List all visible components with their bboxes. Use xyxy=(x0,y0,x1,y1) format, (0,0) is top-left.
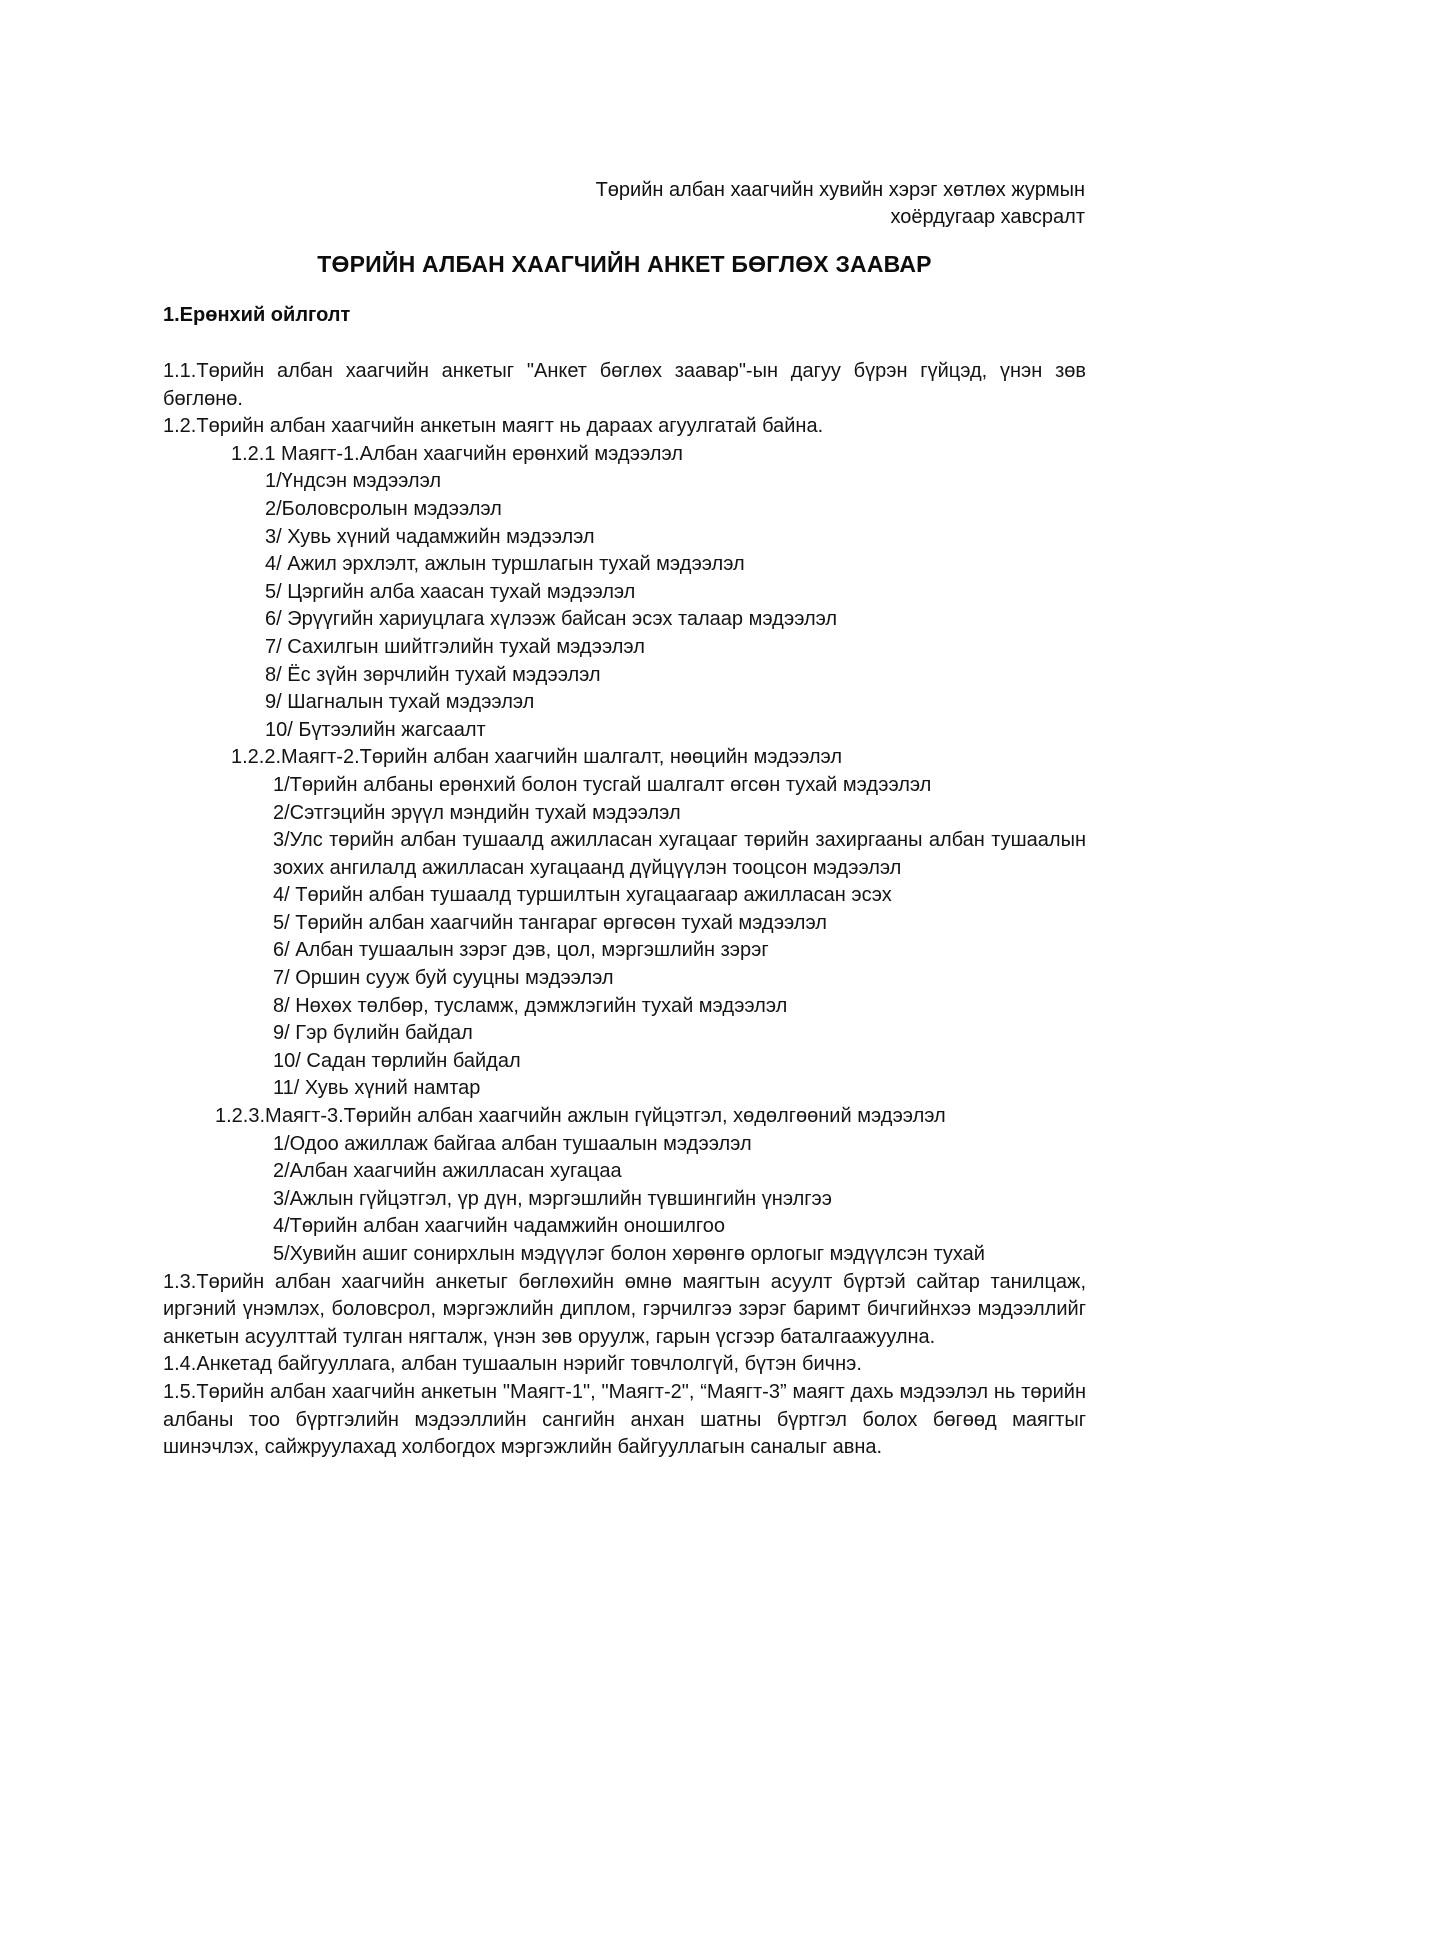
form1-item: 2/Боловсролын мэдээлэл xyxy=(265,497,502,520)
annex-line-2: хоёрдугаар хавсралт xyxy=(890,206,1085,228)
form2-item: 5/ Төрийн албан хаагчийн тангараг өргөсөн тухай мэдээлэл xyxy=(273,911,827,934)
document-body xyxy=(163,358,1086,1462)
form2-item: 8/ Нөхөх төлбөр, тусламж, дэмжлэгийн тухай мэдээлэл xyxy=(273,994,788,1017)
form1-item: 5/ Цэргийн алба хаасан тухай мэдээлэл xyxy=(265,580,636,603)
form1-item: 1/Үндсэн мэдээлэл xyxy=(265,470,442,493)
form2-item: 1/Төрийн албаны ерөнхий болон тусгай шалгалт өгсөн тухай мэдээлэл xyxy=(273,773,932,796)
form1-item: 8/ Ёс зүйн зөрчлийн тухай мэдээлэл xyxy=(265,663,601,686)
form2-item: 9/ Гэр бүлийн байдал xyxy=(273,1022,473,1045)
form2-item: 10/ Садан төрлийн байдал xyxy=(273,1049,521,1072)
document-title: ТӨРИЙН АЛБАН ХААГЧИЙН АНКЕТ БӨГЛӨХ ЗААВАР xyxy=(317,251,932,277)
form2-heading: 1.2.2.Маягт-2.Төрийн албан хаагчийн шалгалт, нөөцийн мэдээлэл xyxy=(231,746,842,769)
form1-item: 3/ Хувь хүний чадамжийн мэдээлэл xyxy=(265,525,595,548)
form1-item: 6/ Эрүүгийн хариуцлага хүлээж байсан эсэх талаар мэдээлэл xyxy=(265,608,838,631)
annex-line-1: Төрийн албан хаагчийн хувийн хэрэг хөтлөх журмын xyxy=(595,179,1085,201)
paragraph-1-1: 1.1.Төрийн албан хаагчийн анкетыг "Анкет бөглөх заавар"-ын дагуу бүрэн гүйцэд, үнэн зөв бөглөнө. xyxy=(163,360,1086,410)
form3-item: 2/Албан хаагчийн ажилласан хугацаа xyxy=(273,1160,622,1183)
paragraph-1-4: 1.4.Анкетад байгууллага, албан тушаалын нэрийг товчлолгүй, бүтэн бичнэ. xyxy=(163,1353,862,1376)
section-heading: 1.Ерөнхий ойлголт xyxy=(163,304,351,326)
form1-item: 4/ Ажил эрхлэлт, ажлын туршлагын тухай мэдээлэл xyxy=(265,553,745,576)
form1-heading: 1.2.1 Маягт-1.Албан хаагчийн ерөнхий мэдээлэл xyxy=(231,442,683,465)
form2-item: 7/ Оршин сууж буй сууцны мэдээлэл xyxy=(273,967,614,990)
form3-item: 5/Хувийн ашиг сонирхлын мэдүүлэг болон хөрөнгө орлогыг мэдүүлсэн тухай xyxy=(273,1243,985,1265)
form3-heading: 1.2.3.Маягт-3.Төрийн албан хаагчийн ажлын гүйцэтгэл, хөдөлгөөний мэдээлэл xyxy=(215,1105,946,1128)
form3-item: 4/Төрийн албан хаагчийн чадамжийн оношилгоо xyxy=(273,1215,725,1238)
annex-reference xyxy=(385,177,1085,231)
form2-item: 6/ Албан тушаалын зэрэг дэв, цол, мэргэшлийн зэрэг xyxy=(273,939,769,962)
form2-item: 2/Сэтгэцийн эрүүл мэндийн тухай мэдээлэл xyxy=(273,801,681,824)
paragraph-1-5: 1.5.Төрийн албан хаагчийн анкетын "Маягт-1", "Маягт-2", “Маягт-3” маягт дахь мэдээлэл нь төрийн албаны тоо бүртгэлийн мэдээллийн сангийн анхан шатны бүртгэл болох бөгөөд маягтыг шинэчлэх, сайжруулахад холбогдох мэргэжлийн байгууллагын саналыг авна. xyxy=(163,1380,1086,1459)
form3-item: 1/Одоо ажиллаж байгаа албан тушаалын мэдээлэл xyxy=(273,1132,752,1155)
form2-item: 4/ Төрийн албан тушаалд туршилтын хугацаагаар ажилласан эсэх xyxy=(273,884,892,907)
paragraph-1-2: 1.2.Төрийн албан хаагчийн анкетын маягт нь дараах агуулгатай байна. xyxy=(163,415,824,438)
form1-item: 9/ Шагналын тухай мэдээлэл xyxy=(265,691,535,714)
form1-item: 7/ Сахилгын шийтгэлийн тухай мэдээлэл xyxy=(265,635,645,658)
form3-item: 3/Ажлын гүйцэтгэл, үр дүн, мэргэшлийн түвшингийн үнэлгээ xyxy=(273,1187,832,1210)
form1-item: 10/ Бүтээлийн жагсаалт xyxy=(265,718,486,741)
paragraph-1-3: 1.3.Төрийн албан хаагчийн анкетыг бөглөхийн өмнө маягтын асуулт бүртэй сайтар танилцаж, иргэний үнэмлэх, боловсрол, мэргэжлийн диплом, гэрчилгээ зэрэг баримт бичгийнхээ мэдээллийг анкетын асуулттай тулган нягталж, үнэн зөв оруулж, гарын үсгээр баталгаажуулна. xyxy=(163,1270,1086,1348)
form2-item: 11/ Хувь хүний намтар xyxy=(273,1077,481,1100)
form2-item: 3/Улс төрийн албан тушаалд ажилласан хугацааг төрийн захиргааны албан тушаалын зохих ангилалд ажилласан хугацаанд дүйцүүлэн тооцсон мэдээлэл xyxy=(273,829,1086,879)
